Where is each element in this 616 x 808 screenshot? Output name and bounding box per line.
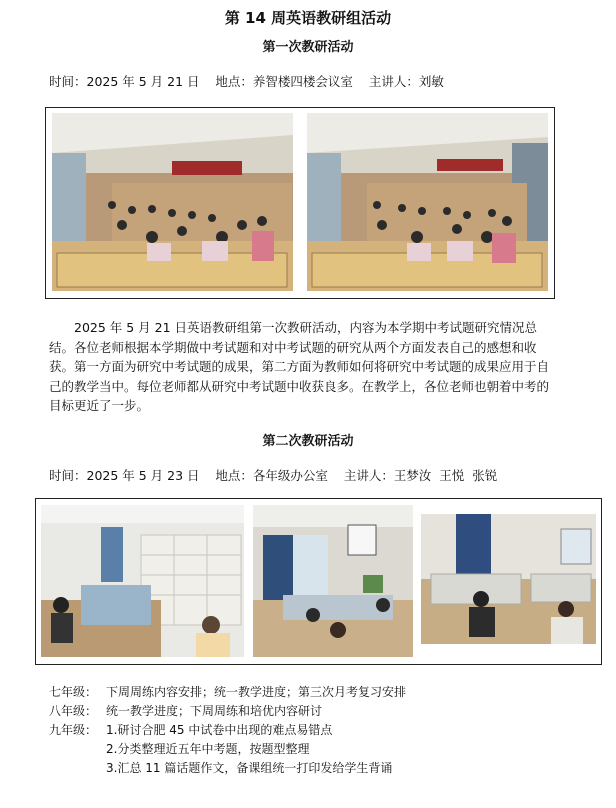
session2-meta: 时间：2025 年 5 月 23 日 地点：各年级办公室 主讲人：王梦汝 王悦 张锐 bbox=[49, 468, 498, 483]
plan-grade9-item3: 3.汇总 11 篇话题作文，备课组统一打印发给学生背诵 bbox=[106, 761, 393, 775]
plan-grade8: 八年级： 统一教学进度；下周周练和培优内容研讨 bbox=[49, 704, 323, 718]
plan-grade7: 七年级： 下周周练内容安排；统一教学进度；第三次月考复习安排 bbox=[49, 685, 407, 699]
office-photo-2 bbox=[253, 505, 413, 657]
session1-meta: 时间：2025 年 5 月 21 日 地点：养智楼四楼会议室 主讲人：刘敏 bbox=[49, 74, 444, 89]
office-photo-3 bbox=[421, 514, 596, 644]
session1-photo-frame bbox=[45, 107, 555, 299]
classroom-meeting-photo-2 bbox=[307, 113, 548, 291]
page-title: 第 14 周英语教研组活动 bbox=[224, 9, 392, 27]
plan-grade9-item2: 2.分类整理近五年中考题，按题型整理 bbox=[106, 742, 310, 756]
classroom-meeting-photo-1 bbox=[52, 113, 293, 291]
session1-paragraph: 2025 年 5 月 21 日英语教研组第一次教研活动，内容为本学期中考试题研究情况总结。各位老师根据本学期做中考试题和对中考试题的研究从两个方面发表自己的感想和收获。第一方面为研究中考试题的成果，第二方面为教师如何将研究中考试题的成果应用于自己的教学当中。每位老师都从研究中考试题中收获良多。在教学上，各位老师也朝着中考的目标更近了一步。 bbox=[49, 320, 550, 413]
session2-photo-frame bbox=[35, 498, 602, 665]
grade-plans bbox=[49, 683, 406, 778]
session2-heading: 第二次教研活动 bbox=[262, 434, 354, 449]
office-photo-1 bbox=[41, 505, 244, 657]
plan-grade9-item1: 九年级： 1.研讨合肥 45 中试卷中出现的难点易错点 bbox=[49, 723, 333, 737]
session1-heading: 第一次教研活动 bbox=[262, 40, 354, 55]
